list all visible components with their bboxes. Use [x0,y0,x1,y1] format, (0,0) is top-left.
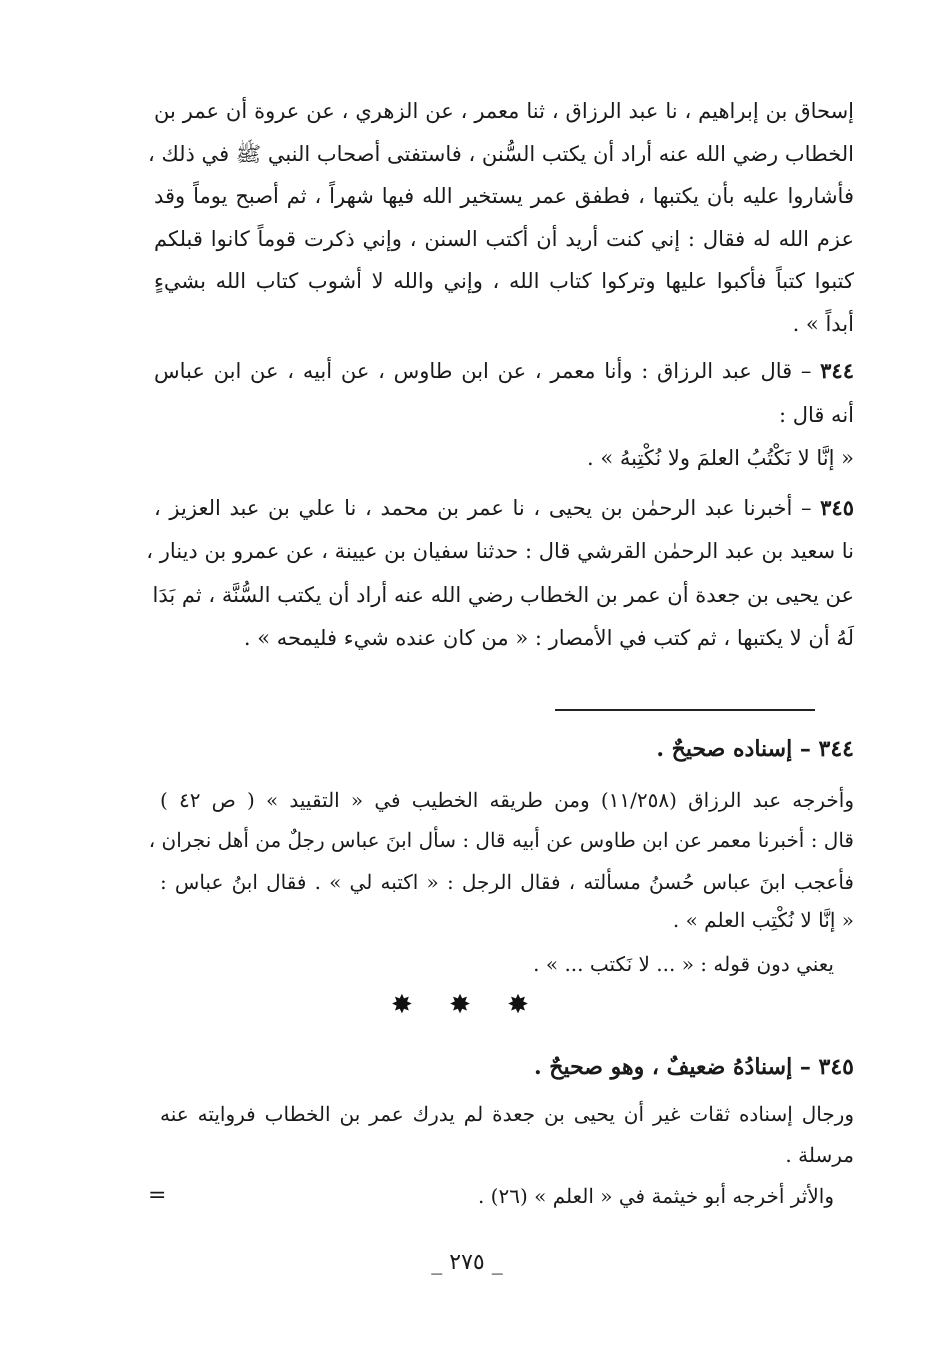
hadith-344-line: ٣٤٤ – قال عبد الرزاق : وأنا معمر ، عن ابن طاوس ، عن أبيه ، عن ابن عباس [154,358,854,383]
continuation-mark: = [148,1183,167,1208]
footnote-note: يعني دون قوله : « ... لا نَكتب ... » . [533,952,834,976]
text-line: فأشاروا عليه بأن يكتبها ، فطفق عمر يستخير الله فيها شهراً ، ثم أصبح يوماً وقد [154,184,854,208]
hadith-345-line: ٣٤٥ – أخبرنا عبد الرحمٰن بن يحيى ، نا عمر بن محمد ، نا علي بن عبد العزيز ، [154,495,854,520]
text-line: « إنَّا لا نَكْتُبُ العلمَ ولا نُكْتِبهُ » . [586,446,854,470]
text-line: إسحاق بن إبراهيم ، نا عبد الرزاق ، ثنا معمر ، عن الزهري ، عن عروة أن عمر بن [154,99,854,123]
hadith-number: ٣٤٥ [820,495,854,520]
text-line: عزم الله له فقال : إني كنت أريد أن أكتب السنن ، وإني ذكرت قوماً كانوا قبلكم [154,227,854,251]
text-line: أنه قال : [778,403,854,427]
text-line: لَهُ أن لا يكتبها ، ثم كتب في الأمصار : « من كان عنده شيء فليمحه » . [243,626,854,650]
section-separator: ✸ ✸ ✸ [391,990,543,1020]
footnote-line: قال : أخبرنا معمر عن ابن طاوس عن أبيه قال : سأل ابنَ عباس رجلٌ من أهل نجران ، [148,828,854,852]
footnote-line: ورجال إسناده ثقات غير أن يحيى بن جعدة لم يدرك عمر بن الخطاب فروايته عنه [160,1102,854,1126]
footnote-line: مرسلة . [785,1143,854,1167]
text-line: أبداً » . [792,312,854,336]
text-line: الخطاب رضي الله عنه أراد أن يكتب السُّنن ، فاستفتى أصحاب النبي ﷺ في ذلك ، [147,142,854,166]
footnote-note: والأثر أخرجه أبو خيثمة في « العلم » (٢٦) . [477,1184,834,1208]
footnote-heading: ٣٤٥ – إسنادُهُ ضعيفٌ ، وهو صحيحٌ . [533,1054,854,1080]
footnote-heading: ٣٤٤ – إسناده صحيحٌ . [656,736,854,762]
page-number: _ ٢٧٥ _ [431,1250,503,1275]
footnote-line: « إنَّا لا نُكْتِب العلم » . [672,908,854,932]
text-line: كتبوا كتباً فأكبوا عليها وتركوا كتاب الله ، وإني والله لا أشوب كتاب الله بشيءٍ [154,269,854,293]
text-line: نا سعيد بن عبد الرحمٰن القرشي قال : حدثنا سفيان بن عيينة ، عن عمرو بن دينار ، [146,539,854,563]
footnote-line: فأعجب ابنَ عباس حُسنُ مسألته ، فقال الرجل : « اكتبه لي » . فقال ابنُ عباس : [160,870,854,894]
footnote-divider [555,709,815,711]
hadith-number: ٣٤٤ [820,358,854,383]
footnote-line: وأخرجه عبد الرزاق (١١/٢٥٨) ومن طريقه الخطيب في « التقييد » ( ص ٤٢ ) [160,788,854,812]
text-line: عن يحيى بن جعدة أن عمر بن الخطاب رضي الله عنه أراد أن يكتب السُّنَّة ، ثم بَدَا [152,583,854,607]
